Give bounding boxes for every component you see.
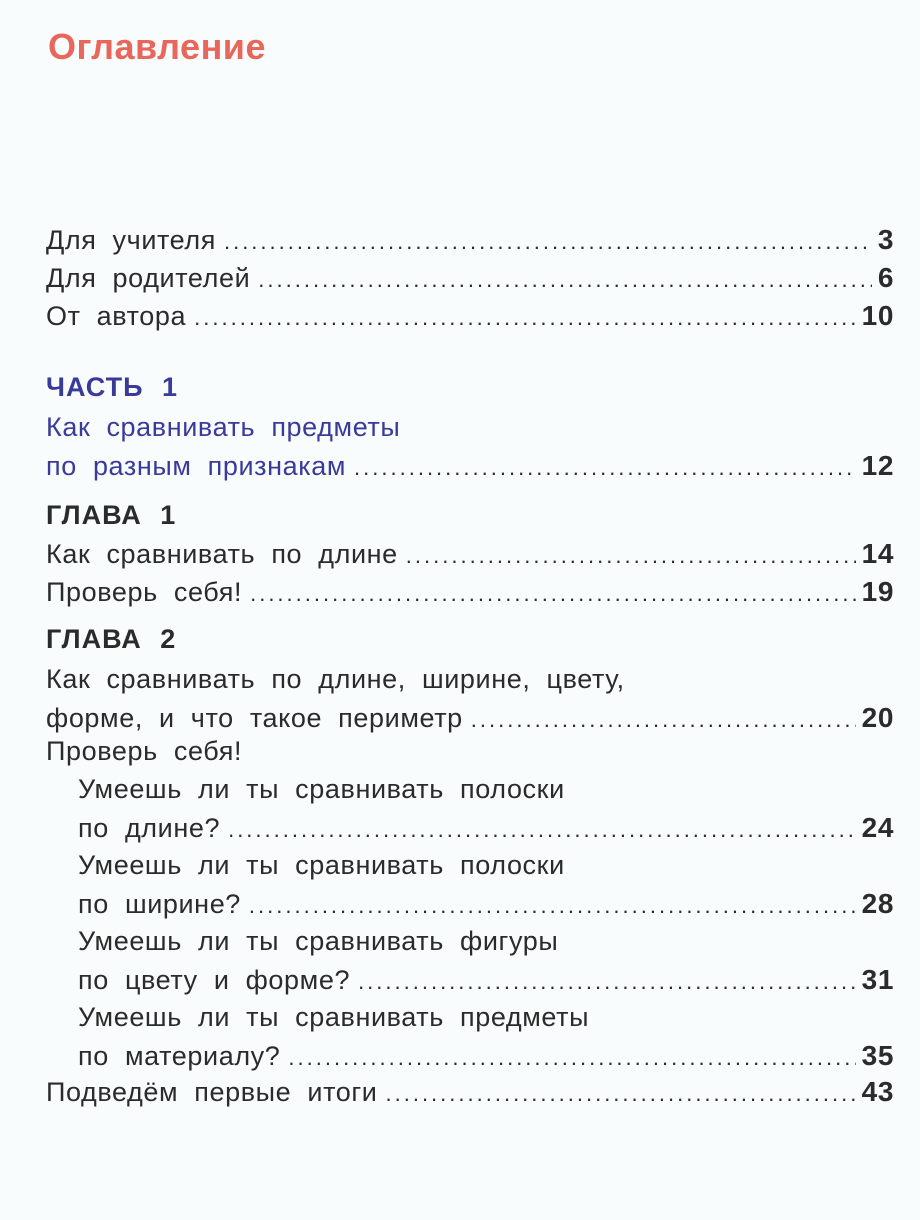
entry-text: Как сравнивать по длине <box>46 539 398 569</box>
toc-entry-ch2[interactable] <box>46 702 894 738</box>
dot-leader <box>250 581 856 607</box>
toc-entry-author[interactable] <box>46 300 894 336</box>
dot-leader <box>224 229 872 255</box>
entry-text: Проверь себя! <box>46 736 243 766</box>
toc-entry-teacher[interactable] <box>46 224 894 260</box>
page-number: 28 <box>861 888 894 919</box>
toc-entry-q2[interactable] <box>78 888 894 924</box>
page-number: 31 <box>861 964 894 995</box>
chapter-heading: ГЛАВА 1 <box>46 500 177 530</box>
page-number: 19 <box>861 576 894 607</box>
entry-text: форме, и что такое периметр <box>46 703 463 733</box>
entry-text: Для учителя <box>46 225 216 255</box>
entry-text: по ширине? <box>78 889 241 919</box>
entry-text: по длине? <box>78 813 221 843</box>
page-number: 12 <box>861 450 894 481</box>
dot-leader <box>354 455 856 481</box>
toc-entry-parents[interactable] <box>46 262 894 298</box>
entry-text: по цвету и форме? <box>78 965 351 995</box>
dot-leader <box>471 707 856 733</box>
entry-text: Умеешь ли ты сравнивать предметы <box>78 1002 590 1032</box>
page-number: 43 <box>861 1076 894 1107</box>
page-number: 35 <box>861 1040 894 1071</box>
entry-text: От автора <box>46 301 187 331</box>
ch2-check-heading <box>46 736 894 772</box>
entry-text: Умеешь ли ты сравнивать полоски <box>78 774 565 804</box>
q4-line1 <box>78 1002 894 1038</box>
dot-leader <box>194 305 855 331</box>
page-number: 10 <box>861 300 894 331</box>
entry-text: Подведём первые итоги <box>46 1077 378 1107</box>
toc-entry-q3[interactable] <box>78 964 894 1000</box>
entry-text: Как сравнивать предметы <box>46 412 401 442</box>
dot-leader <box>386 1081 856 1107</box>
dot-leader <box>258 267 872 293</box>
entry-text: по разным признакам <box>46 451 347 481</box>
page-number: 20 <box>861 702 894 733</box>
toc-entry-ch1-length[interactable] <box>46 538 894 574</box>
entry-text: Умеешь ли ты сравнивать полоски <box>78 850 565 880</box>
ch2-title-line1 <box>46 664 894 700</box>
part1-title-line1 <box>46 412 894 448</box>
page-title: Оглавление <box>48 26 266 67</box>
toc-entry-ch1-check[interactable] <box>46 576 894 612</box>
entry-text: по материалу? <box>78 1041 281 1071</box>
page-number: 6 <box>877 262 894 293</box>
dot-leader <box>358 969 856 995</box>
q3-line1 <box>78 926 894 962</box>
toc-entry-q1[interactable] <box>78 812 894 848</box>
entry-text: Для родителей <box>46 263 251 293</box>
page-number: 14 <box>861 538 894 569</box>
entry-text: Умеешь ли ты сравнивать фигуры <box>78 926 559 956</box>
dot-leader <box>288 1045 855 1071</box>
toc-entry-summary[interactable] <box>46 1076 894 1112</box>
q1-line1 <box>78 774 894 810</box>
q2-line1 <box>78 850 894 886</box>
chapter-heading: ГЛАВА 2 <box>46 624 177 654</box>
dot-leader <box>228 817 856 843</box>
page-number: 3 <box>877 224 894 255</box>
part-heading: ЧАСТЬ 1 <box>46 372 179 402</box>
toc-entry-q4[interactable] <box>78 1040 894 1076</box>
page-number: 24 <box>861 812 894 843</box>
entry-text: Проверь себя! <box>46 577 243 607</box>
entry-text: Как сравнивать по длине, ширине, цвету, <box>46 664 625 694</box>
dot-leader <box>249 893 856 919</box>
dot-leader <box>406 543 856 569</box>
toc-entry-part1[interactable] <box>46 450 894 486</box>
